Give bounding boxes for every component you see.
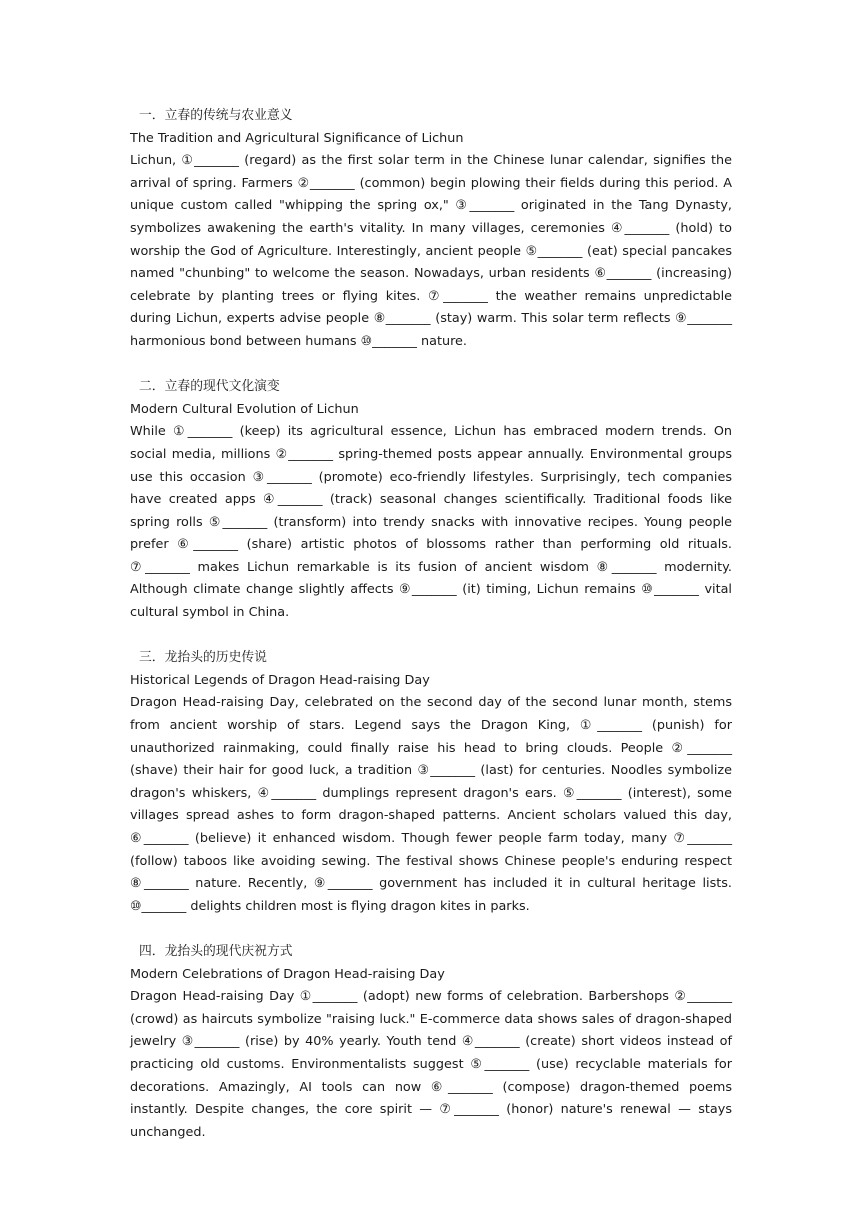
section-dragon-modern	[130, 941, 732, 1144]
section-heading-zh: 一．立春的传统与农业意义	[139, 108, 293, 123]
section-paragraph: While ①_______ (keep) its agricultural essence, Lichun has embraced modern trends. On social media, millions ②_______ spring-themed posts appear annually. Environmental groups use this occasion ③_______ (promote) eco-friendly lifestyles. Surprisingly, tech companies have created apps ④_______ (track) seasonal changes scientifically. Traditional foods like spring rolls ⑤_______ (transform) into trendy snacks with innovative recipes. Young people prefer ⑥_______ (share) artistic photos of blossoms rather than performing old rituals. ⑦_______ makes Lichun remarkable is its fusion of ancient wisdom ⑧_______ modernity. Although climate change slightly affects ⑨_______ (it) timing, Lichun remains ⑩_______ vital cultural symbol in China.	[130, 424, 732, 621]
section-subtitle-en: Historical Legends of Dragon Head-raising Day	[130, 672, 430, 688]
section-heading-zh: 二．立春的现代文化演变	[139, 379, 280, 395]
section-paragraph: Dragon Head-raising Day ①_______ (adopt) new forms of celebration. Barbershops ②_______ (crowd) as haircuts symbolize "raising luck." E-commerce data shows sales of dragon-shaped jewelry ③_______ (rise) by 40% yearly. Youth tend ④_______ (create) short videos instead of practicing old customs. Environmentalists suggest ⑤_______ (use) recyclable materials for decorations. Amazingly, AI tools can now ⑥_______ (compose) dragon-themed poems instantly. Despite changes, the core spirit — ⑦_______ (honor) nature's renewal — stays unchanged.	[130, 989, 732, 1140]
section-paragraph: Lichun, ①_______ (regard) as the first solar term in the Chinese lunar calendar, signifies the arrival of spring. Farmers ②_______ (common) begin plowing their fields during this period. A unique custom called "whipping the spring ox," ③_______ originated in the Tang Dynasty, symbolizes awakening the earth's vitality. In many villages, ceremonies ④_______ (hold) to worship the God of Agriculture. Interestingly, ancient people ⑤_______ (eat) special pancakes named "chunbing" to welcome the season. Nowadays, urban residents ⑥_______ (increasing) celebrate by planting trees or flying kites. ⑦_______ the weather remains unpredictable during Lichun, experts advise people ⑧_______ (stay) warm. This solar term reflects ⑨_______ harmonious bond between humans ⑩_______ nature.	[130, 153, 732, 349]
section-heading-zh: 三．龙抬头的历史传说	[139, 650, 267, 666]
section-heading-zh: 四．龙抬头的现代庆祝方式	[139, 943, 293, 959]
document-page	[130, 105, 732, 1167]
section-lichun-modern	[130, 376, 732, 625]
section-paragraph: Dragon Head-raising Day, celebrated on the second day of the second lunar month, stems from ancient worship of stars. Legend says the Dragon King, ①_______ (punish) for unauthorized rainmaking, could finally raise his head to bring clouds. People ②_______ (shave) their hair for good luck, a tradition ③_______ (last) for centuries. Noodles symbolize dragon's whiskers, ④_______ dumplings represent dragon's ears. ⑤_______ (interest), some villages spread ashes to form dragon-shaped patterns. Ancient scholars valued this day, ⑥_______ (believe) it enhanced wisdom. Though fewer people farm today, many ⑦_______ (follow) taboos like avoiding sewing. The festival shows Chinese people's enduring respect ⑧_______ nature. Recently, ⑨_______ government has included it in cultural heritage lists. ⑩_______ delights children most is flying dragon kites in parks.	[130, 695, 732, 914]
section-subtitle-en: Modern Cultural Evolution of Lichun	[130, 401, 359, 417]
section-subtitle-en: Modern Celebrations of Dragon Head-raising Day	[130, 966, 445, 982]
section-lichun-tradition	[130, 105, 732, 354]
section-subtitle-en: The Tradition and Agricultural Significance of Lichun	[130, 130, 464, 146]
section-dragon-legends	[130, 647, 732, 918]
